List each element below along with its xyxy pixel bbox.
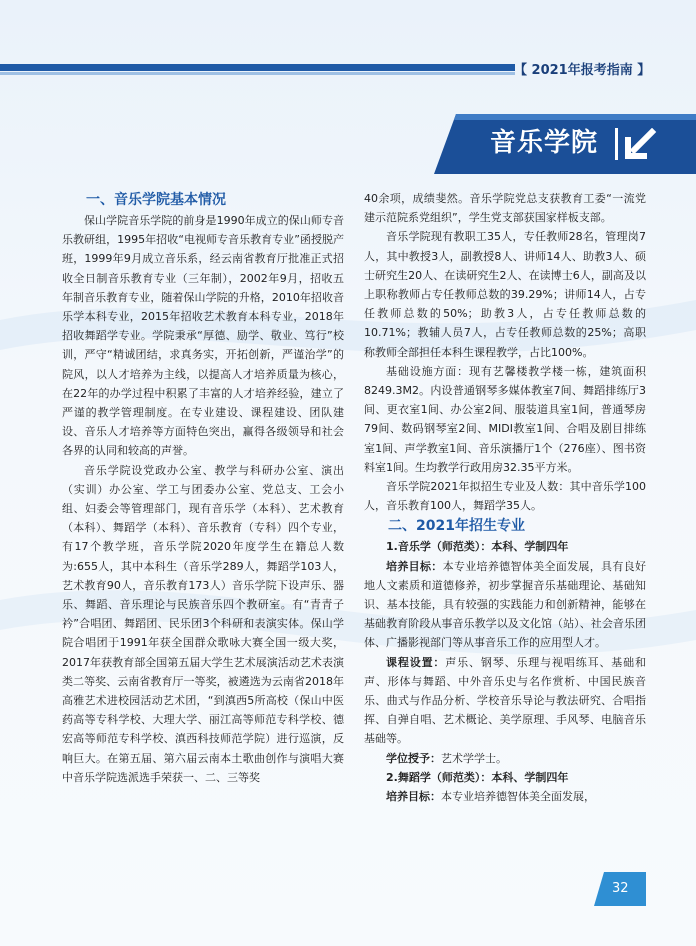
major-goal-dance bbox=[364, 787, 646, 806]
major-degree-music bbox=[364, 749, 646, 768]
major-courses-music bbox=[364, 653, 646, 749]
degree-label: 学位授予： bbox=[386, 751, 441, 765]
paragraph-achievements: 40余项，成绩斐然。音乐学院党总支获教育工委“一流党建示范院系党组织”，学生党支部获国家样板支部。 bbox=[364, 192, 646, 225]
degree-text: 艺术学学士。 bbox=[441, 751, 507, 765]
page-number: 32 bbox=[612, 881, 629, 896]
section-heading-majors: 二、2021年招生专业 bbox=[388, 518, 525, 535]
college-title: 音乐学院 bbox=[490, 128, 599, 158]
header-guide-title: 【 2021年报考指南 】 bbox=[514, 63, 651, 78]
banner-divider bbox=[615, 128, 618, 160]
goal-label: 培养目标： bbox=[386, 790, 441, 804]
left-column bbox=[62, 189, 344, 787]
paragraph-history: 保山学院音乐学院的前身是1990年成立的保山师专音乐教研组，1995年招收“电视师专音乐教育专业”函授脱产班，1999年9月成立音乐系，经云南省教育厅批准正式招收全日制音乐教育专业（三年制），2002年9月，招收五年制音乐教育专业，随着保山学院的升格，2010年招收音乐学本科专业，2015年招收艺术教育本科专业，2018年招收舞蹈学专业。学院秉承“厚德、励学、敬业、笃行”校训，严守“精诚团结，求真务实，开拓创新，严谨治学”的院风，以人才培养为主线，以提高人才培养质量为核心，在22年的办学过程中积累了丰富的人才培养经验，建立了严谨的教学管理制度。在专业建设、课程建设、团队建设、音乐人才培养等方面特色突出，赢得各级领导和社会各界的认同和较高的声誉。 bbox=[62, 214, 344, 458]
paragraph-faculty: 音乐学院现有教职工35人，专任教师28名，管理岗7人，其中教授3人，副教授8人、讲师14人、助教3人、硕士研究生20人、在读研究生2人、在读博士6人，副高及以上职称教师占专任教师总数的39.29%；讲师14人，占专任教师总数的50%；助教3人，占专任教师总数的10.71%；教辅人员7人，占专任教师总数的25%；高职称教师全部担任本科生课程教学，占比100%。 bbox=[364, 230, 646, 359]
goal-text: 本专业培养德智体美全面发展，具有良好地人文素质和道德修养，初步掌握音乐基础理论、基础知识、基本技能，具有较强的实践能力和创新精神，能够在基础教育阶段从事音乐教学以及文化馆（站）、社会音乐团体、广播影视部门等从事音乐工作的应用型人才。 bbox=[364, 559, 647, 650]
goal-text: 本专业培养德智体美全面发展， bbox=[441, 790, 595, 804]
major-title-dance: 2.舞蹈学（师范类）：本科、学制四年 bbox=[386, 770, 569, 784]
section-heading-basic-info: 一、音乐学院基本情况 bbox=[86, 192, 226, 208]
major-goal-music bbox=[364, 557, 646, 653]
arrow-down-left-icon bbox=[624, 128, 658, 160]
paragraph-organization: 音乐学院设党政办公室、教学与科研办公室、演出（实训）办公室、学工与团委办公室、党总支、工会小组、妇委会等管理部门，现有音乐学（本科）、艺术教育（本科）、舞蹈学（本科）、音乐教育（专科）四个专业，有17个教学班，音乐学院2020年度学生在籍总人数为:655人，其中本科生（音乐学289人，舞蹈学103人，艺术教育90人，音乐教育173人）音乐学院下设声乐、器乐、舞蹈、音乐理论与民族音乐四个教研室。有“青青子衿”合唱团、舞蹈团、民乐团3个科研和表演实体。保山学院合唱团于1991年获全国群众歌咏大赛全国一级大奖，2017年获教育部全国第五届大学生艺术展演活动艺术表演类二等奖、云南省教育厅一等奖，被遴选为云南省2018年高雅艺术进校园活动艺术团，“到滇西5所高校（保山中医药高等专科学校、大理大学、丽江高等师范专科学校、德宏高等师范专科学校、滇西科技师范学院）进行巡演，反响巨大。在第五届、第六届云南本土歌曲创作与演唱大赛中音乐学院选派选手荣获一、二、三等奖 bbox=[62, 463, 344, 784]
paragraph-enrollment-plan: 音乐学院2021年拟招生专业及人数：其中音乐学100人，音乐教育100人，舞蹈学35人。 bbox=[364, 480, 646, 513]
course-label: 课程设置： bbox=[386, 655, 446, 669]
header-rule bbox=[0, 64, 515, 78]
major-title-music: 1.音乐学（师范类）：本科、学制四年 bbox=[386, 540, 569, 554]
right-column bbox=[364, 189, 646, 806]
course-text: 声乐、钢琴、乐理与视唱练耳、基础和声、形体与舞蹈、中外音乐史与名作赏析、中国民族音乐、曲式与作品分析、学校音乐导论与教法研究、合唱指挥、自弹自唱、艺术概论、美学原理、手风琴、电脑音乐基础等。 bbox=[364, 655, 647, 746]
goal-label: 培养目标： bbox=[386, 559, 443, 573]
paragraph-facilities: 基础设施方面：现有艺馨楼教学楼一栋，建筑面积8249.3M2。内设普通钢琴多媒体教室7间、舞蹈排练厅3间、更衣室1间、办公室2间、服装道具室1间，普通琴房79间、数码钢琴室2间、MIDI教室1间、合唱及剧目排练室1间、声学教室1间、音乐演播厅1个（276座）、图书资料室1间。生均教学行政用房32.35平方米。 bbox=[364, 364, 646, 474]
